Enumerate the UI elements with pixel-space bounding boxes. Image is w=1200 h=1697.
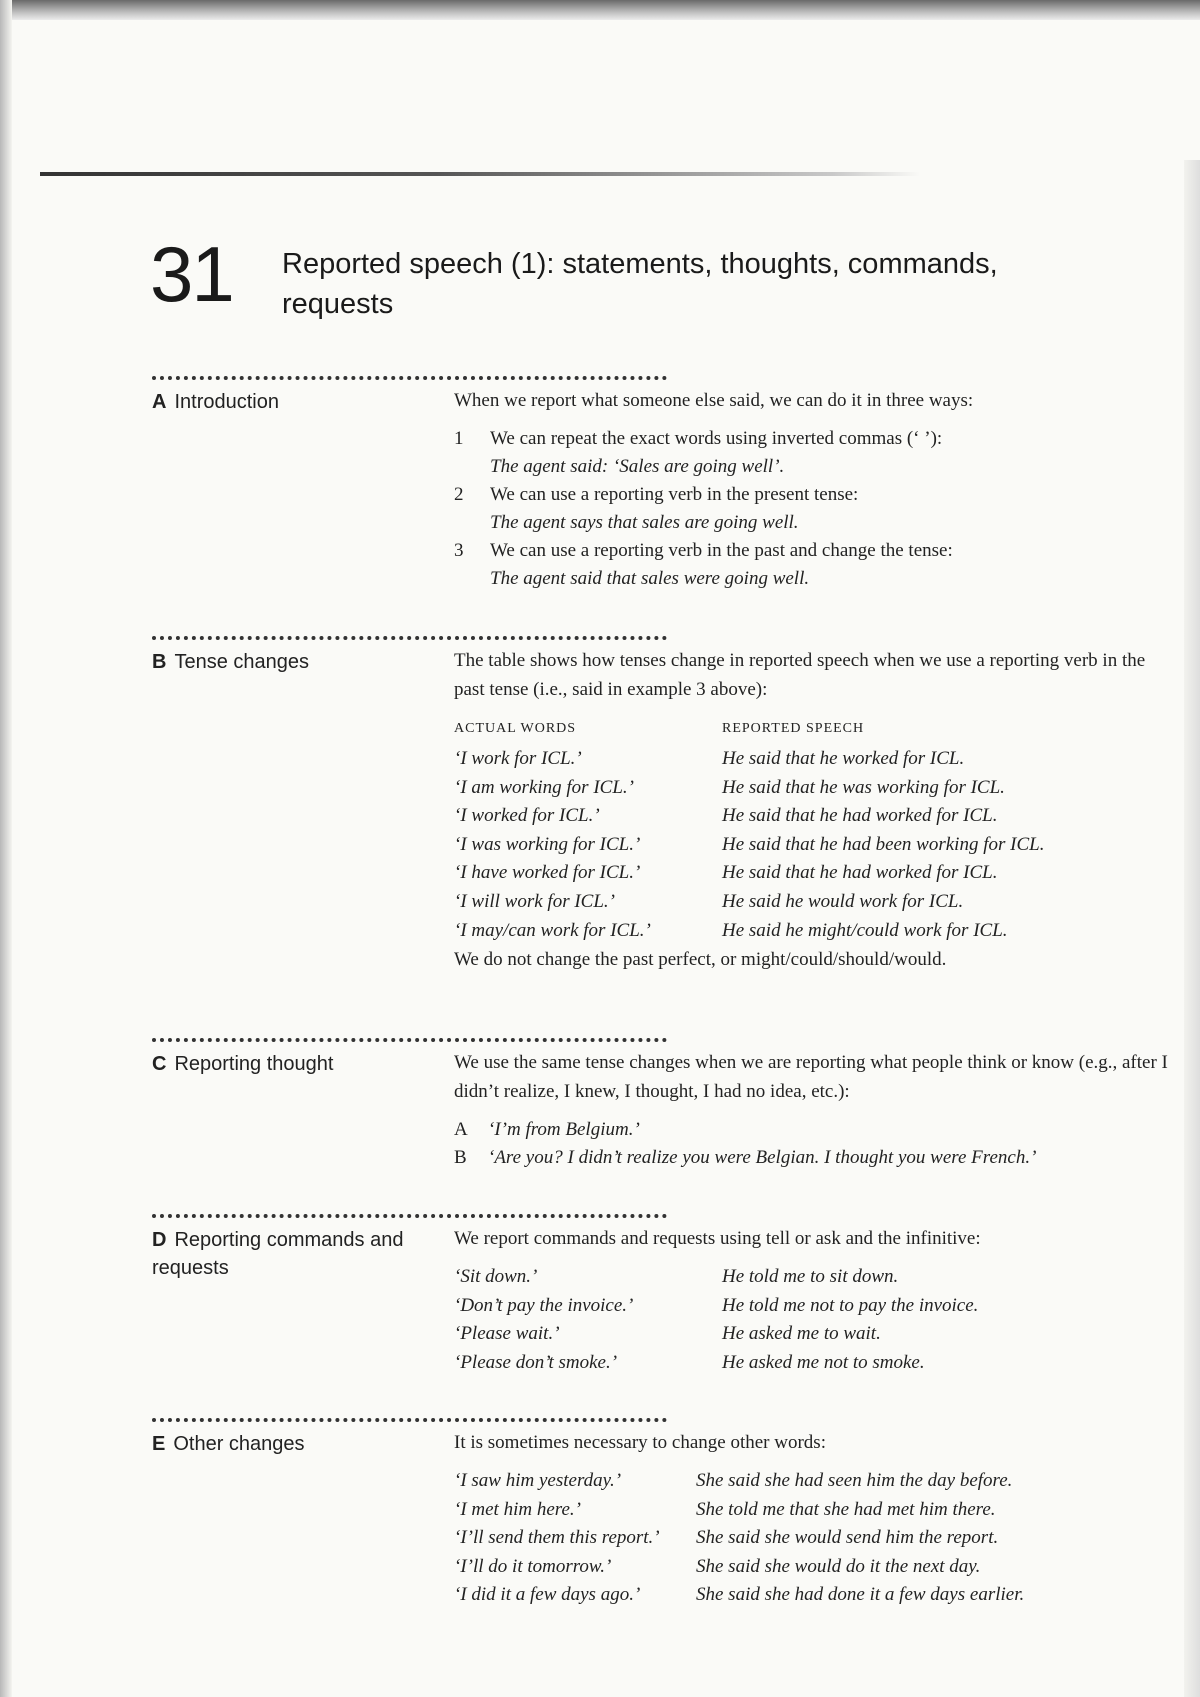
tense-table — [454, 714, 1044, 945]
example-sentence: The agent said that sales were going well. — [490, 568, 810, 589]
table-row — [454, 802, 1044, 831]
actual-words: ‘I am working for ICL.’ — [454, 776, 634, 798]
example-item — [454, 537, 1174, 593]
section-letter: B — [152, 651, 167, 673]
example-text: We can use a reporting verb in the past and change the tense: — [490, 540, 953, 561]
scan-shadow-left — [0, 0, 12, 1697]
section-intro: We report commands and requests using tell or ask and the infinitive: — [454, 1228, 981, 1249]
actual-words: ‘Please wait.’ — [454, 1323, 560, 1345]
section-body — [454, 1048, 1174, 1172]
header-rule — [40, 172, 920, 176]
section-divider — [152, 1038, 667, 1042]
section-intro: We use the same tense changes when we are reporting what people think or know (e.g., after I didn’t realize, I knew, I thought, I had no idea, etc.): — [454, 1052, 1168, 1102]
actual-words: ‘I will work for ICL.’ — [454, 890, 615, 912]
section-divider — [152, 1418, 667, 1422]
example-item — [454, 481, 1174, 537]
reported-speech: She said she had done it a few days earlier. — [696, 1584, 1025, 1606]
table-row — [454, 1467, 1024, 1496]
example-number: 2 — [454, 484, 464, 505]
reported-speech: He asked me not to smoke. — [722, 1351, 925, 1373]
unit-number: 31 — [150, 230, 233, 318]
reported-speech: He said that he had been working for ICL. — [722, 833, 1045, 855]
actual-words: ‘I have worked for ICL.’ — [454, 862, 641, 884]
section-letter: E — [152, 1433, 166, 1455]
section-intro: The table shows how tenses change in reported speech when we use a reporting verb in the past tense (i.e., said in example 3 above): — [454, 650, 1146, 700]
actual-words: ‘I work for ICL.’ — [454, 748, 582, 769]
table-row — [454, 917, 1044, 946]
section-body — [454, 1224, 1174, 1377]
page-edge-right — [1184, 160, 1200, 1697]
actual-words: ‘I saw him yesterday.’ — [454, 1470, 622, 1491]
section-heading — [152, 1050, 442, 1078]
section-divider — [152, 636, 667, 640]
reported-speech: She told me that she had met him there. — [696, 1498, 996, 1520]
table-row — [454, 774, 1044, 803]
column-header-actual: ACTUAL WORDS — [454, 721, 577, 736]
table-row — [454, 1349, 978, 1378]
example-sentence: The agent says that sales are going well. — [490, 512, 799, 533]
table-row — [454, 745, 1044, 774]
table-row — [454, 1496, 1024, 1525]
actual-words: ‘Please don’t smoke.’ — [454, 1351, 618, 1373]
section-heading — [152, 1430, 442, 1458]
table-row — [454, 859, 1044, 888]
reported-speech: He said that he had worked for ICL. — [722, 862, 998, 884]
speaker-label: A — [454, 1119, 468, 1140]
actual-words: ‘Sit down.’ — [454, 1266, 538, 1287]
scan-shadow-top — [0, 0, 1200, 20]
table-header-row — [454, 714, 1044, 745]
commands-table — [454, 1263, 978, 1377]
actual-words: ‘I was working for ICL.’ — [454, 833, 641, 855]
section-heading — [152, 1226, 442, 1282]
table-row — [454, 1263, 978, 1292]
table-row — [454, 1320, 978, 1349]
speaker-label: B — [454, 1147, 467, 1168]
reported-speech: He said he would work for ICL. — [722, 890, 964, 912]
section-letter: D — [152, 1229, 167, 1251]
utterance: ‘Are you? I didn’t realize you were Belgian. I thought you were French.’ — [488, 1147, 1037, 1168]
actual-words: ‘I may/can work for ICL.’ — [454, 919, 651, 941]
table-row — [454, 1553, 1024, 1582]
example-number: 1 — [454, 428, 464, 449]
section-heading — [152, 648, 442, 676]
actual-words: ‘I did it a few days ago.’ — [454, 1584, 641, 1606]
actual-words: ‘I worked for ICL.’ — [454, 805, 600, 827]
reported-speech: He told me to sit down. — [722, 1266, 899, 1287]
section-note: We do not change the past perfect, or might/could/should/would. — [454, 949, 947, 971]
example-item — [454, 425, 1174, 481]
section-heading-text: Reporting thought — [174, 1053, 334, 1075]
example-text: We can use a reporting verb in the present tense: — [490, 484, 859, 505]
actual-words: ‘I’ll do it tomorrow.’ — [454, 1555, 612, 1577]
column-header-reported: REPORTED SPEECH — [722, 721, 865, 736]
reported-speech: He said that he had worked for ICL. — [722, 805, 998, 827]
actual-words: ‘Don’t pay the invoice.’ — [454, 1294, 634, 1316]
section-heading-text: Other changes — [173, 1433, 305, 1455]
table-row — [454, 1581, 1024, 1610]
example-number: 3 — [454, 540, 464, 561]
dialogue — [454, 1116, 1174, 1172]
unit-title: Reported speech (1): statements, thoughts, commands, requests — [282, 248, 998, 320]
section-intro: It is sometimes necessary to change other words: — [454, 1432, 826, 1453]
section-heading-text: Introduction — [174, 391, 279, 413]
section-body — [454, 386, 1174, 593]
section-letter: C — [152, 1053, 167, 1075]
section-divider — [152, 1214, 667, 1218]
section-heading — [152, 388, 442, 416]
reported-speech: She said she would do it the next day. — [696, 1555, 981, 1577]
section-letter: A — [152, 391, 167, 413]
example-text: We can repeat the exact words using inverted commas (‘ ’): — [490, 428, 943, 449]
table-row — [454, 1292, 978, 1321]
reported-speech: She said she had seen him the day before. — [696, 1470, 1013, 1491]
table-row — [454, 1524, 1024, 1553]
reported-speech: She said she would send him the report. — [696, 1527, 999, 1549]
reported-speech: He said that he worked for ICL. — [722, 748, 965, 769]
example-list — [454, 425, 1174, 593]
section-body — [454, 646, 1174, 974]
example-sentence: The agent said: ‘Sales are going well’. — [490, 456, 785, 477]
other-changes-table — [454, 1467, 1024, 1610]
section-heading-text: Tense changes — [174, 651, 309, 673]
table-row — [454, 888, 1044, 917]
section-divider — [152, 376, 667, 380]
reported-speech: He said that he was working for ICL. — [722, 776, 1005, 798]
section-heading-text: Reporting commands and requests — [152, 1229, 404, 1279]
table-row — [454, 831, 1044, 860]
reported-speech: He told me not to pay the invoice. — [722, 1294, 979, 1316]
dialogue-line — [454, 1116, 1174, 1144]
dialogue-line — [454, 1144, 1174, 1172]
utterance: ‘I’m from Belgium.’ — [488, 1119, 640, 1140]
section-body — [454, 1428, 1174, 1610]
reported-speech: He said he might/could work for ICL. — [722, 919, 1008, 941]
section-intro: When we report what someone else said, we can do it in three ways: — [454, 390, 974, 411]
reported-speech: He asked me to wait. — [722, 1323, 881, 1345]
actual-words: ‘I met him here.’ — [454, 1498, 581, 1520]
actual-words: ‘I’ll send them this report.’ — [454, 1527, 660, 1549]
